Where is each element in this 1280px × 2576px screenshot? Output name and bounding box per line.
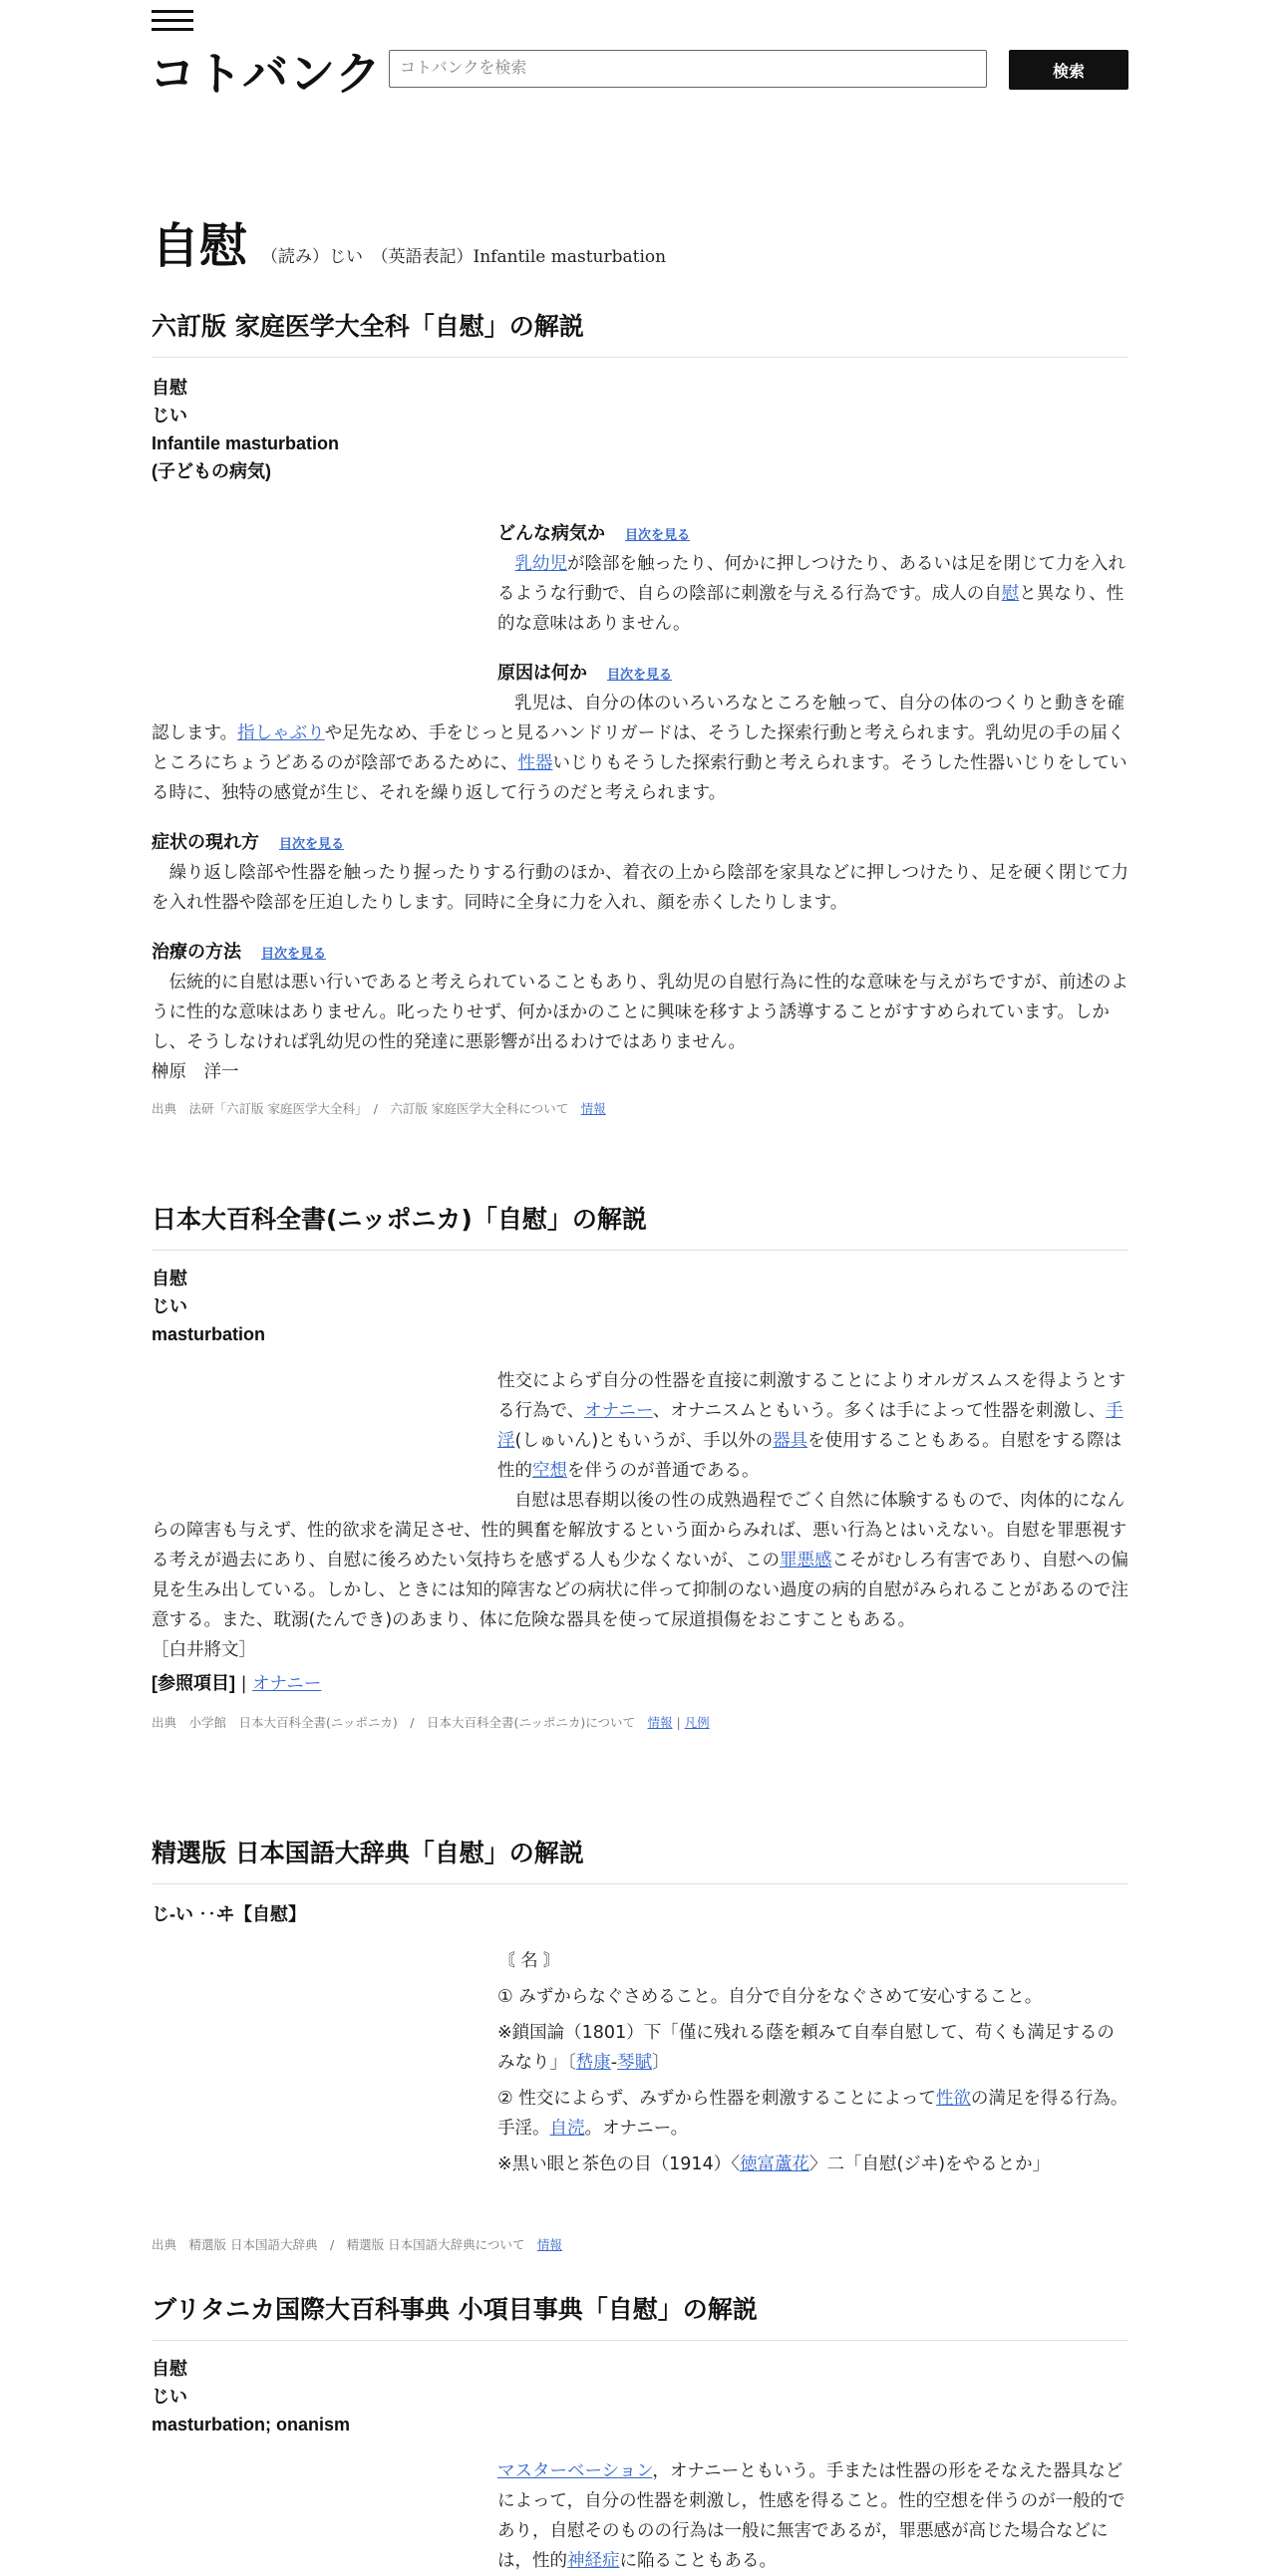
link-kigu[interactable]: 器具 bbox=[773, 1431, 808, 1451]
source-line: 出典 小学館 日本大百科全書(ニッポニカ) / 日本大百科全書(ニッポニカ)について 情報 | 凡例 bbox=[152, 1715, 710, 1730]
info-link[interactable]: 情報 bbox=[580, 1101, 606, 1116]
info-link[interactable]: 情報 bbox=[647, 1715, 673, 1730]
site-logo[interactable]: コトバンク bbox=[150, 47, 383, 101]
section-heading: ブリタニカ国際大百科事典 小項目事典「自慰」の解説 bbox=[152, 2290, 1128, 2341]
definition-2: ② 性交によらず、みずから性器を刺激することによって性欲の満足を得る行為。手淫。自涜。オナニー。 bbox=[497, 2089, 1128, 2139]
paragraph: 自慰は思春期以後の性の成熟過程でごく自然に体験するもので、肉体的になんらの障害も与えず、性的欲求を満足させ、性的興奮を解放するという面からみれば、悪い行為とはいえない。自慰を罪悪視する考えが過去にあり、自慰に後ろめたい気持ちを感ずる人も少なくないが、この罪悪感こそがむしろ有害であり、自慰への偏見を生み出している。しかし、ときには知的障害などの病状に伴って抑制のない過度の病的自慰がみられることがあるので注意する。また、耽溺(たんでき)のあまり、体に危険な器具を使って尿道損傷をおこすこともある。 bbox=[152, 1491, 1128, 1630]
source-line: 出典 法研「六訂版 家庭医学大全科」 / 六訂版 家庭医学大全科について 情報 bbox=[152, 1101, 606, 1116]
entry-head: 自慰 じい masturbation bbox=[152, 1269, 266, 1344]
section-britannica bbox=[152, 2290, 1128, 2576]
link-kuso[interactable]: 空想 bbox=[532, 1461, 567, 1481]
paragraph: 性交によらず自分の性器を直接に刺激することによりオルガスムスを得ようとする行為で、オナニー、オナニスムともいう。多くは手によって性器を刺激し、手淫(しゅいん)ともいうが、手以外の器具を使用することもある。自慰をする際は性的空想を伴うのが普通である。 bbox=[497, 1371, 1125, 1481]
definition-1: ① みずからなぐさめること。自分で自分をなぐさめて安心すること。 bbox=[497, 1987, 1043, 2007]
paragraph: 乳幼児が陰部を触ったり、何かに押しつけたり、あるいは足を閉じて力を入れるような行動で、自らの陰部に刺激を与える行為です。成人の自慰と異なり、性的な意味はありません。 bbox=[497, 554, 1125, 634]
section-nipponica bbox=[152, 1200, 1128, 1731]
example-1: ※鎖国論（1801）下「僅に残れる蔭を頼みて自奉自慰して、苟くも満足するのみなり」〔嵆康‐琴賦〕 bbox=[497, 2023, 1115, 2073]
link-shuin[interactable]: 手淫 bbox=[497, 1401, 1123, 1451]
paragraph: 乳児は、自分の体のいろいろなところを触って、自分の体のつくりと動きを確認します。指しゃぶりや足先なめ、手をじっと見るハンドリガードは、そうした探索行動と考えられます。乳幼児の手の届くところにちょうどあるのが陰部であるために、性器いじりもそうした探索行動と考えられます。そうした性器いじりをしている時に、独特の感覚が生じ、それを繰り返して行うのだと考えられます。 bbox=[152, 694, 1127, 803]
subsection-what: どんな病気か 目次を見る bbox=[497, 523, 691, 544]
link-seiki[interactable]: 性器 bbox=[517, 753, 553, 773]
paragraph: 伝統的に自慰は悪い行いであると考えられていることもあり、乳幼児の自慰行為に性的な意味を与えがちですが、前述のように性的な意味はありません。叱ったりせず、何かほかのことに興味を移すよう誘導することがすすめられています。しかし、そうしなければ乳幼児の性的発達に悪影響が出るわけではありません。 bbox=[152, 973, 1128, 1052]
ref-link-onanie[interactable]: オナニー bbox=[252, 1674, 322, 1694]
link-yubishaburi[interactable]: 指しゃぶり bbox=[237, 723, 325, 743]
subsection-cause: 原因は何か 目次を見る bbox=[497, 663, 673, 684]
section-katei-igaku bbox=[152, 307, 1128, 1117]
reference: [参照項目] | オナニー bbox=[152, 1673, 322, 1694]
link-tokutomi[interactable]: 徳富蘆花 bbox=[739, 2154, 809, 2174]
link-masturbation[interactable]: マスターベーション bbox=[497, 2461, 653, 2481]
source-line: 出典 精選版 日本国語大辞典 / 精選版 日本国語大辞典について 情報 bbox=[152, 2237, 562, 2252]
link-seiyoku[interactable]: 性欲 bbox=[935, 2089, 971, 2109]
section-heading: 精選版 日本国語大辞典「自慰」の解説 bbox=[152, 1834, 1128, 1884]
entry-head: 自慰 じい Infantile masturbation (子どもの病気) bbox=[152, 378, 340, 481]
link-i[interactable]: 慰 bbox=[1001, 584, 1020, 604]
headword: じ‐い ‥ヰ【自慰】 bbox=[152, 1904, 306, 1924]
toc-link[interactable]: 目次を見る bbox=[625, 528, 691, 543]
info-link[interactable]: 情報 bbox=[536, 2237, 562, 2252]
hanrei-link[interactable]: 凡例 bbox=[684, 1715, 710, 1730]
section-kokugo bbox=[152, 1834, 1128, 2253]
subsection-treatment: 治療の方法 目次を見る bbox=[152, 942, 327, 963]
part-of-speech: 〘 名 〙 bbox=[497, 1951, 561, 1971]
link-keiko[interactable]: 嵆康 bbox=[575, 2053, 611, 2073]
author: 榊原 洋一 bbox=[152, 1062, 239, 1082]
toc-link[interactable]: 目次を見る bbox=[261, 947, 327, 962]
definition-block bbox=[497, 1946, 1128, 2179]
title-word: 自慰 bbox=[152, 218, 248, 274]
section-heading: 六訂版 家庭医学大全科「自慰」の解説 bbox=[152, 307, 1128, 358]
title-meta: （読み）じい （英語表記）Infantile masturbation bbox=[261, 247, 667, 267]
link-zaiakukan[interactable]: 罪悪感 bbox=[780, 1551, 832, 1571]
link-shinkeisho[interactable]: 神経症 bbox=[567, 2551, 620, 2571]
subsection-symptoms: 症状の現れ方 目次を見る bbox=[152, 832, 345, 853]
search-input[interactable] bbox=[389, 50, 987, 88]
link-onanie[interactable]: オナニー bbox=[584, 1401, 653, 1421]
page-title bbox=[152, 207, 666, 276]
author: ［白井將文］ bbox=[152, 1640, 256, 1660]
paragraph: マスターベーション，オナニーともいう。手または性器の形をそなえた器具などによって，自分の性器を刺激し，性感を得ること。性的空想を伴うのが一般的であり，自慰そのものの行為は一般に無害であるが，罪悪感が高じた場合などには，性的神経症に陥ることもある。 bbox=[497, 2461, 1125, 2571]
entry-head: 自慰 じい masturbation; onanism bbox=[152, 2359, 351, 2434]
toc-link[interactable]: 目次を見る bbox=[279, 837, 345, 852]
section-heading: 日本大百科全書(ニッポニカ)「自慰」の解説 bbox=[152, 1200, 1128, 1251]
link-jitoku[interactable]: 自涜 bbox=[549, 2119, 585, 2139]
toc-link[interactable]: 目次を見る bbox=[607, 668, 673, 683]
search-button[interactable]: 検索 bbox=[1009, 50, 1128, 90]
example-2: ※黒い眼と茶色の目（1914）〈徳富蘆花〉二「自慰(ジヰ)をやるとか」 bbox=[497, 2154, 1051, 2174]
menu-icon[interactable] bbox=[152, 10, 193, 30]
paragraph: 繰り返し陰部や性器を触ったり握ったりする行動のほか、着衣の上から陰部を家具などに押しつけたり、足を硬く閉じて力を入れ性器や陰部を圧迫したりします。同時に全身に力を入れ、顔を赤くしたりします。 bbox=[152, 863, 1128, 913]
link-nyuyoji[interactable]: 乳幼児 bbox=[514, 554, 567, 574]
link-kinpu[interactable]: 琴賦 bbox=[617, 2053, 653, 2073]
